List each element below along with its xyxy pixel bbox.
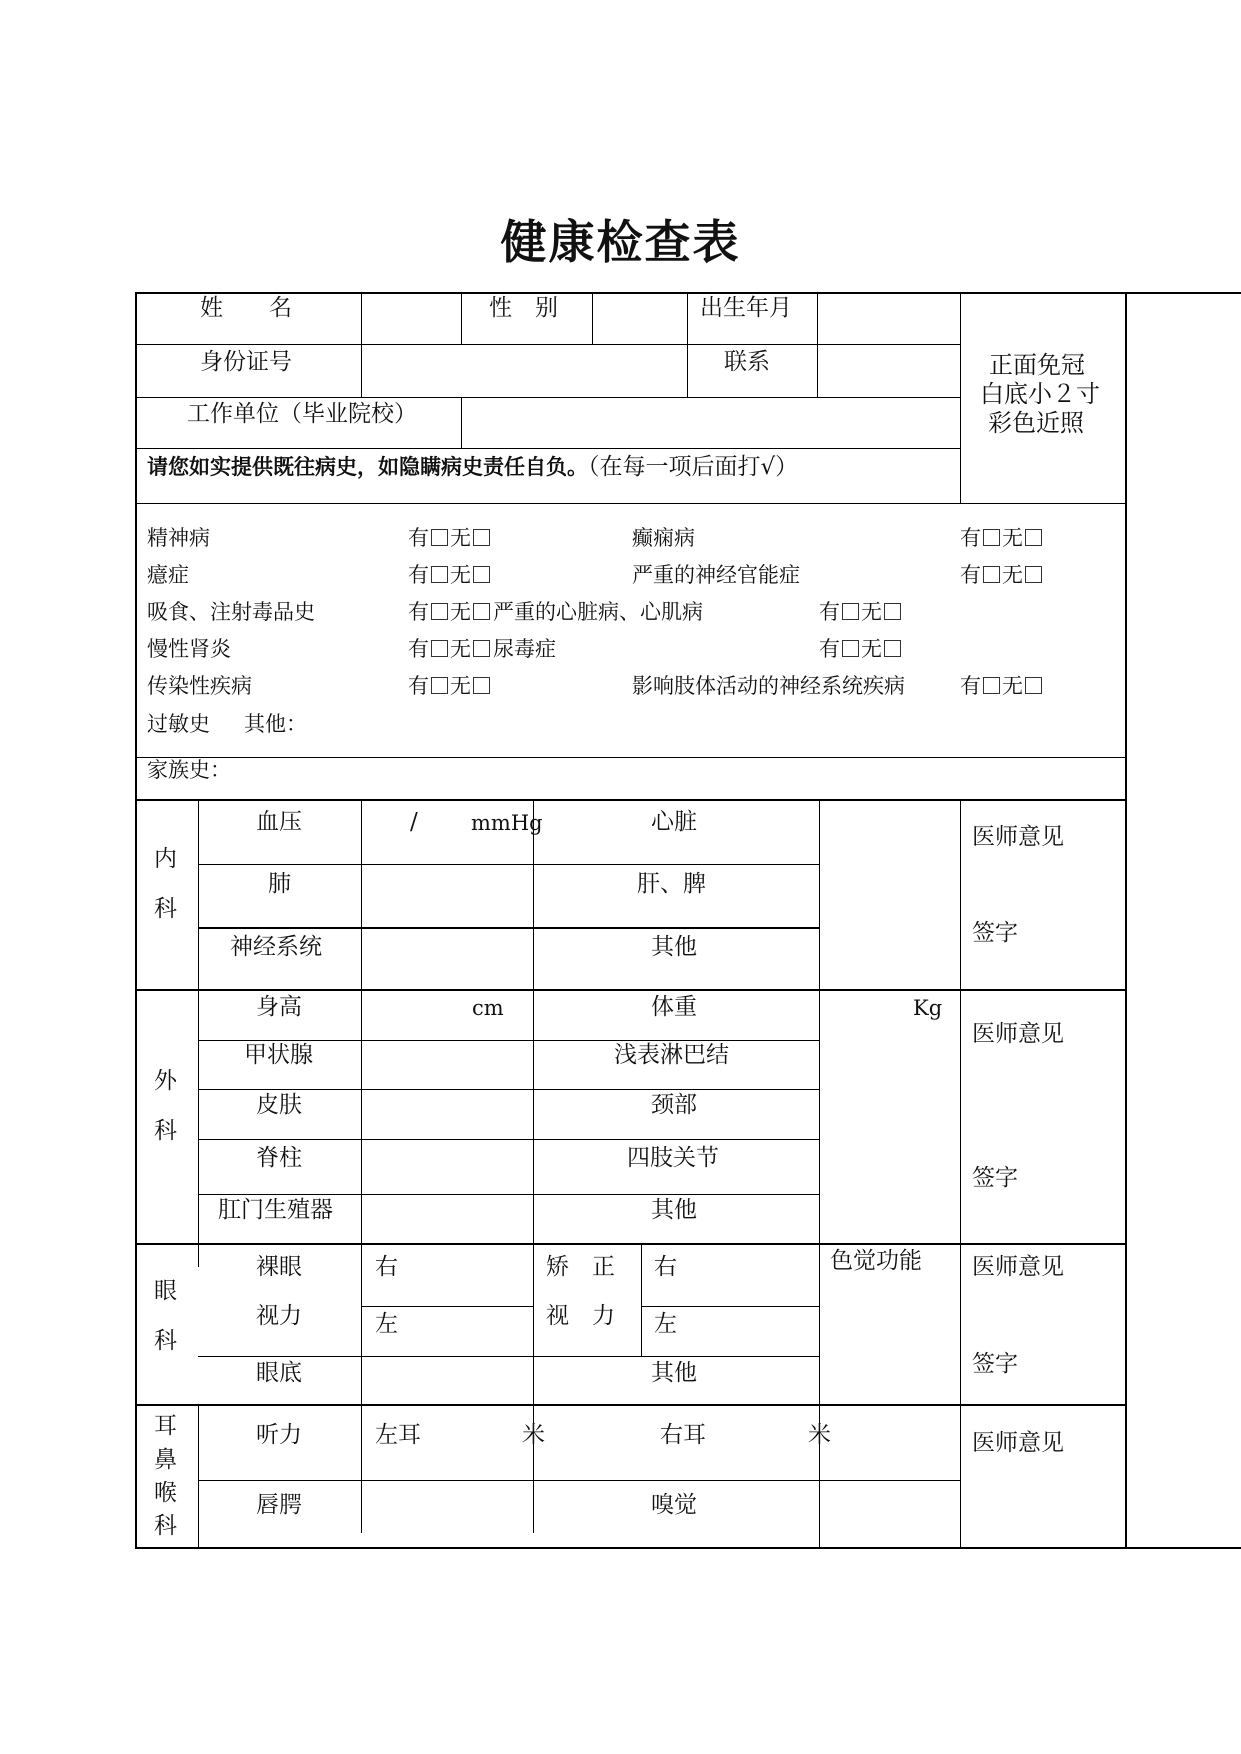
no-label: 无 [1002, 526, 1023, 550]
surgery-opinion-label: 医师意见 [972, 1021, 1064, 1047]
workplace-label: 工作单位（毕业院校） [187, 401, 417, 427]
history-neurosis: 严重的神经官能症 [632, 563, 800, 587]
internal-other-label: 其他 [651, 934, 697, 960]
nervous-system-label: 神经系统 [230, 934, 322, 960]
history-uremia: 尿毒症 [493, 637, 556, 661]
left-ear-label: 左耳 [375, 1422, 421, 1448]
no-checkbox[interactable] [884, 640, 901, 657]
grid-line [198, 1139, 820, 1140]
grid-line [592, 292, 593, 345]
fundus-label: 眼底 [256, 1360, 302, 1386]
color-vision-label: 色觉功能 [830, 1248, 922, 1274]
history-mental: 精神病 [147, 526, 210, 550]
no-label: 无 [1002, 674, 1023, 698]
grid-line [135, 292, 1241, 294]
internal-dept-2: 科 [154, 896, 177, 922]
heart-label: 心脏 [651, 809, 697, 835]
right-ear-meter: 米 [808, 1422, 831, 1448]
limbs-label: 四肢关节 [627, 1145, 719, 1171]
grid-line [135, 397, 960, 398]
history-allergy: 过敏史 [147, 712, 210, 736]
history-neuro-limb: 影响肢体活动的神经系统疾病 [632, 674, 905, 698]
eye-dept-2: 科 [154, 1328, 177, 1354]
no-label: 无 [861, 600, 882, 624]
contact-label: 联系 [724, 349, 770, 375]
lymph-label: 浅表淋巴结 [614, 1042, 729, 1068]
yes-label: 有 [960, 674, 981, 698]
yes-checkbox[interactable] [983, 566, 1000, 583]
grid-line [198, 1404, 199, 1549]
naked-vision-label-1: 裸眼 [256, 1254, 302, 1280]
corrected-right-label: 右 [654, 1254, 677, 1280]
ent-dept-2: 鼻 [154, 1447, 177, 1473]
grid-line [135, 757, 1127, 758]
spine-label: 脊柱 [256, 1145, 302, 1171]
no-checkbox[interactable] [473, 677, 490, 694]
bp-label: 血压 [256, 809, 302, 835]
yes-label: 有 [408, 637, 429, 661]
yes-no-epilepsy[interactable] [960, 528, 1044, 549]
no-label: 无 [450, 637, 471, 661]
yes-checkbox[interactable] [983, 677, 1000, 694]
naked-left-label: 左 [375, 1311, 398, 1337]
grid-line [960, 292, 961, 504]
no-checkbox[interactable] [473, 603, 490, 620]
grid-line [198, 1356, 820, 1357]
liver-spleen-label: 肝、脾 [637, 871, 706, 897]
grid-line [135, 292, 137, 1549]
surgery-sign-label: 签字 [972, 1165, 1018, 1191]
internal-opinion-label: 医师意见 [972, 824, 1064, 850]
skin-label: 皮肤 [256, 1092, 302, 1118]
eye-opinion-label: 医师意见 [972, 1254, 1064, 1280]
no-checkbox[interactable] [1025, 566, 1042, 583]
gender-label: 性 别 [489, 295, 558, 321]
eye-sign-label: 签字 [972, 1351, 1018, 1377]
ent-dept-3: 喉 [154, 1480, 177, 1506]
corrected-left-label: 左 [654, 1311, 677, 1337]
grid-line [198, 799, 199, 1267]
yes-no-drugs[interactable] [408, 602, 492, 623]
no-label: 无 [450, 526, 471, 550]
grid-line [135, 1243, 1127, 1245]
yes-label: 有 [408, 563, 429, 587]
yes-checkbox[interactable] [431, 640, 448, 657]
honesty-notice [147, 456, 798, 479]
yes-checkbox[interactable] [431, 566, 448, 583]
history-other: 其他： [244, 712, 307, 736]
history-hysteria: 癔症 [147, 563, 189, 587]
id-number-label: 身份证号 [200, 349, 292, 375]
history-drugs: 吸食、注射毒品史 [147, 600, 315, 624]
grid-line [135, 799, 1127, 801]
yes-checkbox[interactable] [842, 640, 859, 657]
history-heart: 严重的心脏病、心肌病 [493, 600, 703, 624]
ent-dept-1: 耳 [154, 1413, 177, 1439]
bp-unit: mmHg [471, 811, 543, 835]
yes-label: 有 [408, 526, 429, 550]
grid-line [198, 1480, 960, 1481]
no-checkbox[interactable] [473, 640, 490, 657]
name-label: 姓 名 [200, 295, 292, 321]
yes-label: 有 [960, 526, 981, 550]
no-checkbox[interactable] [1025, 677, 1042, 694]
grid-line [198, 1040, 820, 1041]
grid-line [361, 799, 362, 1533]
yes-label: 有 [819, 637, 840, 661]
grid-line [135, 448, 960, 449]
grid-line [687, 292, 688, 398]
surgery-other-label: 其他 [651, 1197, 697, 1223]
yes-no-nephritis[interactable] [408, 639, 492, 660]
yes-no-hysteria[interactable] [408, 565, 492, 586]
yes-no-mental[interactable] [408, 528, 492, 549]
grid-line [135, 503, 1127, 504]
history-epilepsy: 癫痫病 [632, 526, 695, 550]
lips-palate-label: 唇腭 [256, 1492, 302, 1518]
photo-note-3: 彩色近照 [988, 409, 1084, 437]
grid-line [361, 292, 362, 398]
eye-other-label: 其他 [651, 1360, 697, 1386]
eye-dept-1: 眼 [154, 1278, 177, 1304]
yes-no-uremia[interactable] [819, 639, 903, 660]
yes-label: 有 [819, 600, 840, 624]
lung-label: 肺 [268, 871, 291, 897]
internal-dept-1: 内 [154, 846, 177, 872]
corrected-vision-label-2: 视 力 [546, 1303, 615, 1329]
history-nephritis: 慢性肾炎 [147, 637, 231, 661]
no-checkbox[interactable] [884, 603, 901, 620]
grid-line [198, 1194, 820, 1195]
grid-line [1125, 292, 1127, 1549]
grid-line [198, 1089, 820, 1090]
yes-checkbox[interactable] [842, 603, 859, 620]
no-checkbox[interactable] [1025, 529, 1042, 546]
yes-label: 有 [408, 600, 429, 624]
page-title: 健康检查表 [500, 215, 741, 269]
internal-sign-label: 签字 [972, 920, 1018, 946]
honesty-notice-text: 请您如实提供既往病史，如隐瞒病史责任自负。 [147, 454, 588, 479]
grid-line [361, 1306, 533, 1307]
grid-line [641, 1306, 820, 1307]
photo-note-1: 正面免冠 [989, 351, 1085, 379]
grid-line [135, 1404, 1127, 1406]
yes-checkbox[interactable] [983, 529, 1000, 546]
photo-note-2: 白底小２寸 [980, 380, 1100, 408]
thyroid-label: 甲状腺 [244, 1042, 313, 1068]
grid-line [135, 1547, 1241, 1549]
no-label: 无 [861, 637, 882, 661]
surgery-dept-1: 外 [154, 1068, 177, 1094]
no-checkbox[interactable] [473, 529, 490, 546]
corrected-vision-label-1: 矫 正 [546, 1254, 615, 1280]
yes-no-heart[interactable] [819, 602, 903, 623]
birth-label: 出生年月 [700, 295, 792, 321]
yes-no-infectious[interactable] [408, 676, 492, 697]
yes-checkbox[interactable] [431, 603, 448, 620]
naked-right-label: 右 [375, 1254, 398, 1280]
hearing-label: 听力 [256, 1422, 302, 1448]
no-label: 无 [1002, 563, 1023, 587]
weight-unit: Kg [913, 996, 943, 1020]
history-infectious: 传染性疾病 [147, 674, 252, 698]
history-family: 家族史： [147, 758, 231, 782]
grid-line [135, 344, 960, 345]
grid-line [198, 927, 820, 929]
right-ear-label: 右耳 [660, 1422, 706, 1448]
left-ear-meter: 米 [522, 1422, 545, 1448]
smell-label: 嗅觉 [651, 1492, 697, 1518]
no-label: 无 [450, 563, 471, 587]
grid-line [641, 1243, 642, 1356]
grid-line [461, 397, 462, 449]
grid-line [461, 292, 462, 345]
anal-genital-label: 肛门生殖器 [218, 1197, 333, 1223]
yes-checkbox[interactable] [431, 529, 448, 546]
grid-line [960, 799, 961, 1547]
weight-label: 体重 [651, 994, 697, 1020]
yes-no-neuro-limb[interactable] [960, 676, 1044, 697]
yes-no-neurosis[interactable] [960, 565, 1044, 586]
no-checkbox[interactable] [473, 566, 490, 583]
grid-line [135, 989, 1127, 991]
honesty-notice-tail: （在每一项后面打√） [588, 454, 799, 480]
neck-label: 颈部 [651, 1092, 697, 1118]
height-label: 身高 [256, 994, 302, 1020]
surgery-dept-2: 科 [154, 1118, 177, 1144]
grid-line [817, 292, 818, 398]
no-label: 无 [450, 674, 471, 698]
ent-opinion-label: 医师意见 [972, 1430, 1064, 1456]
naked-vision-label-2: 视力 [256, 1303, 302, 1329]
yes-checkbox[interactable] [431, 677, 448, 694]
height-unit: cm [472, 996, 504, 1020]
yes-label: 有 [960, 563, 981, 587]
yes-label: 有 [408, 674, 429, 698]
no-label: 无 [450, 600, 471, 624]
grid-line [198, 864, 820, 865]
bp-separator: / [410, 809, 418, 835]
ent-dept-4: 科 [154, 1513, 177, 1539]
